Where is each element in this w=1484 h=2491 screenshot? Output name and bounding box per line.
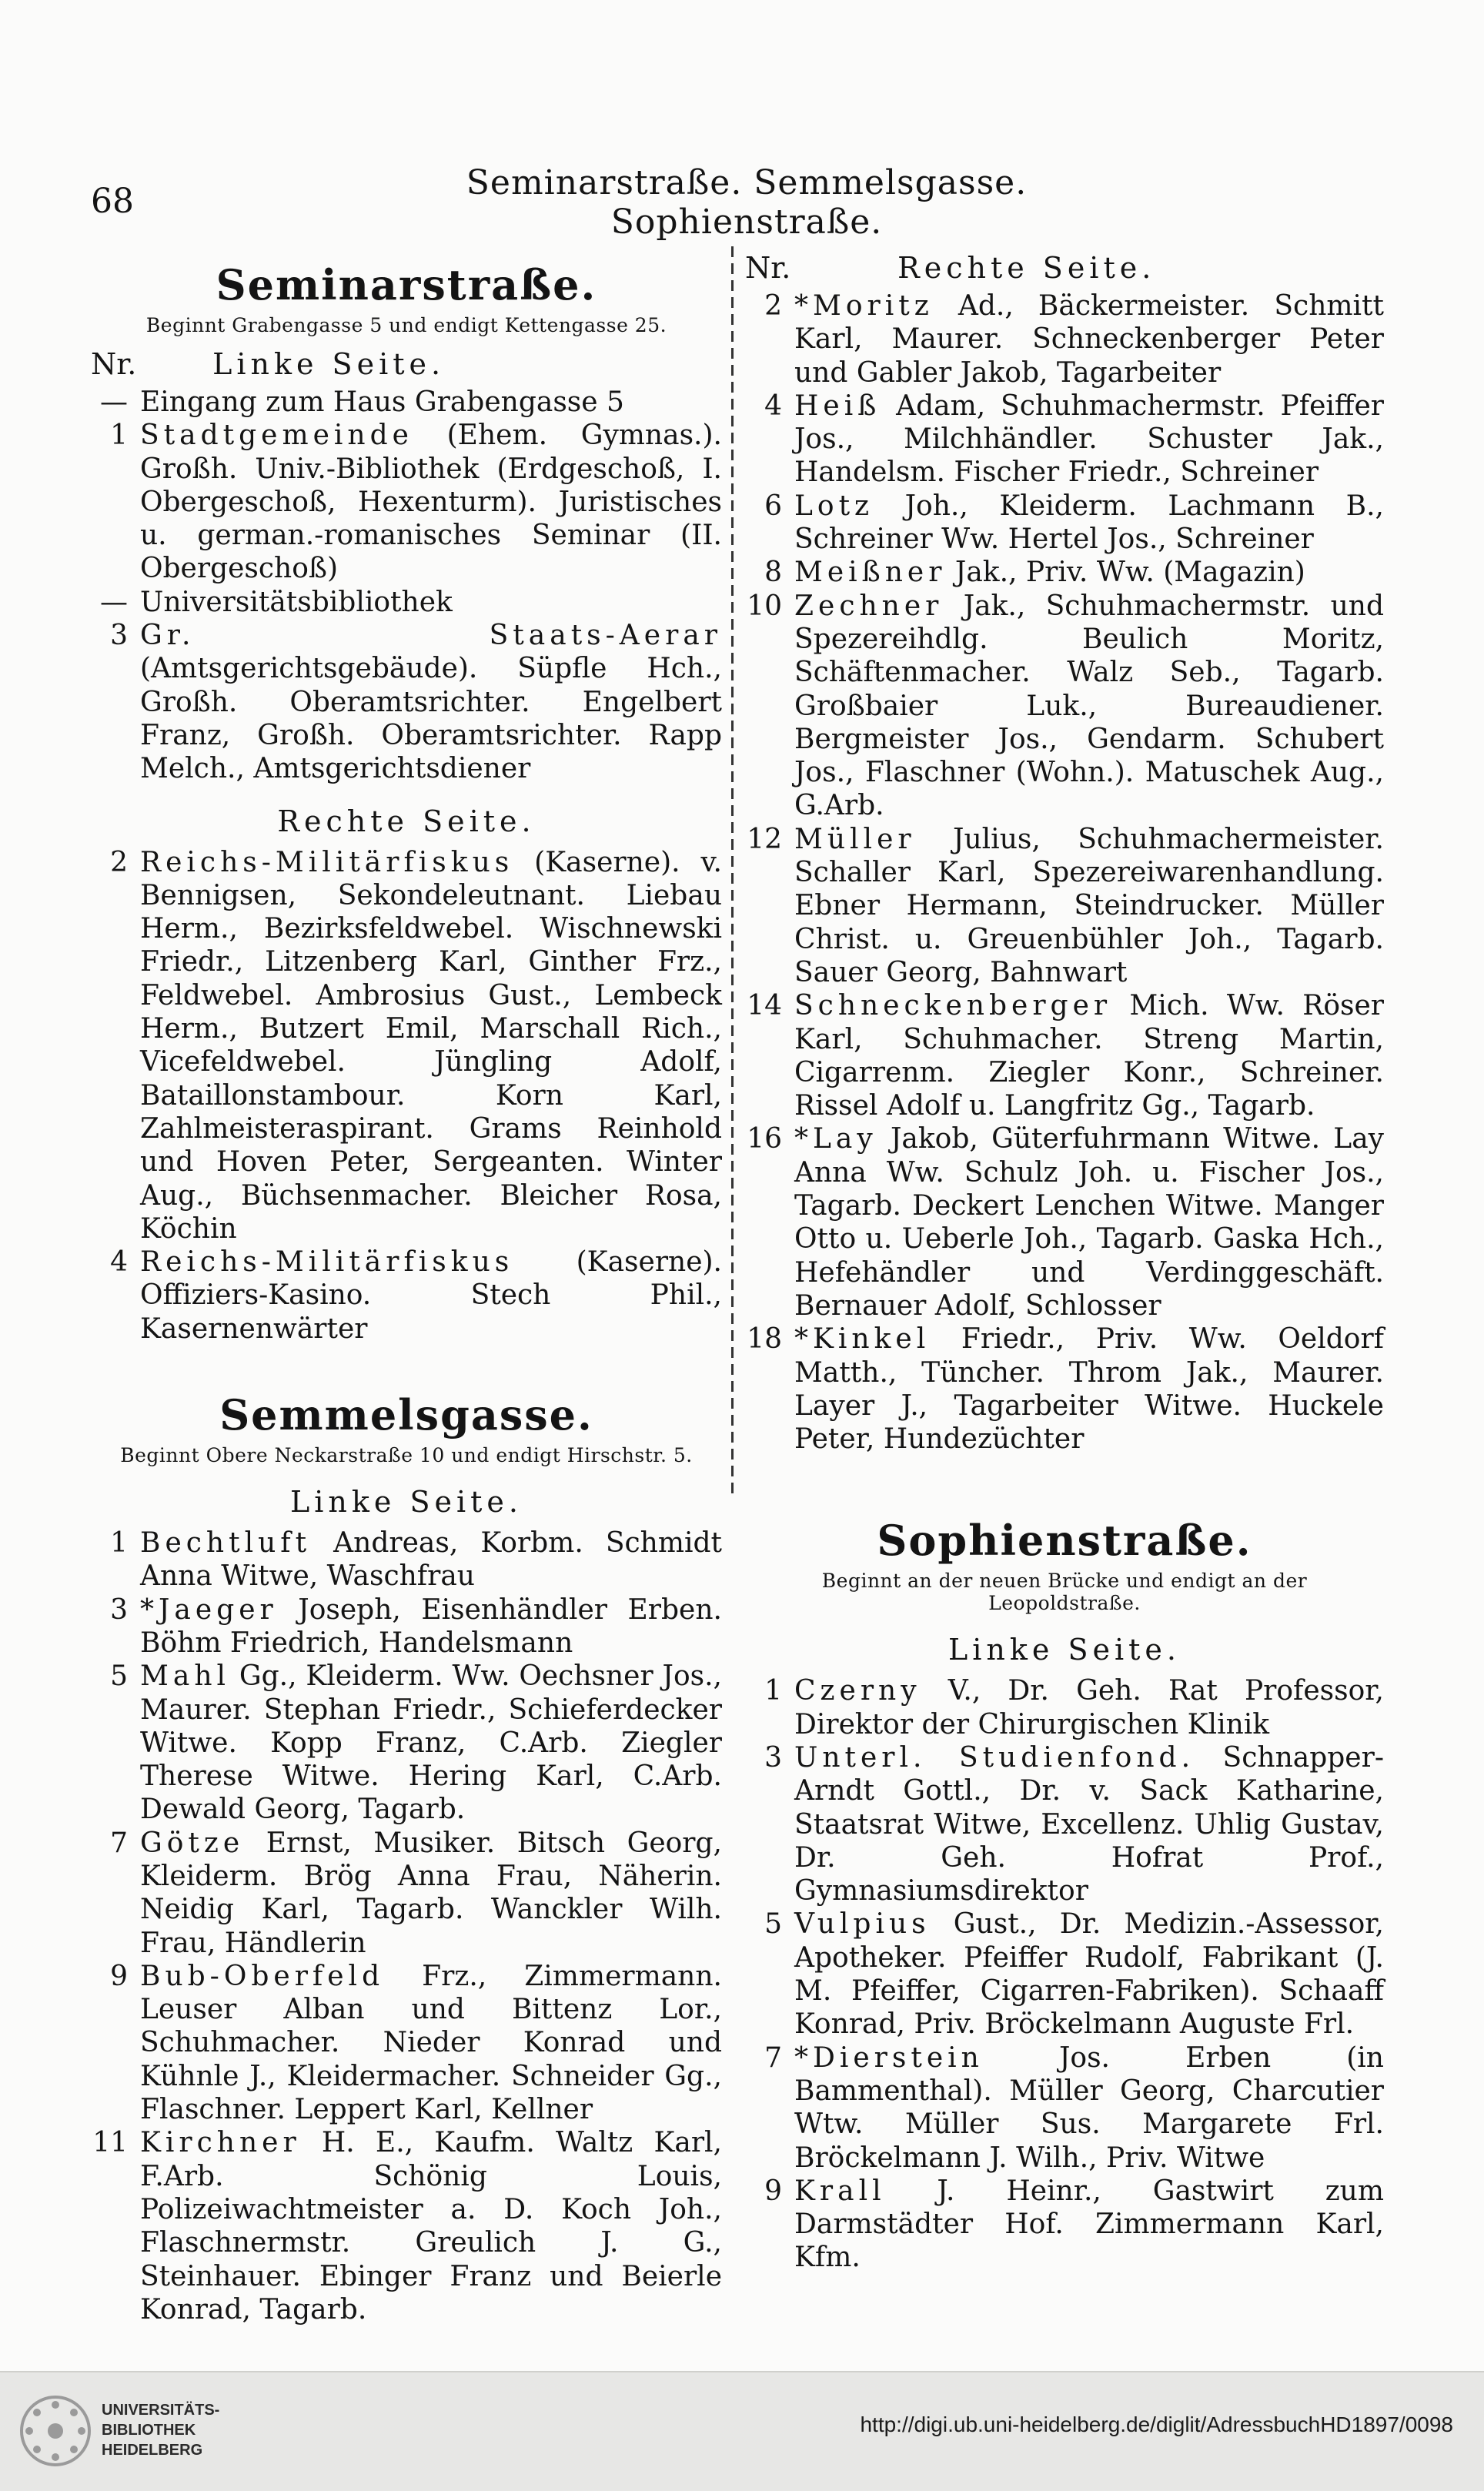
address-entry	[745, 2175, 1384, 2275]
house-number: 18	[747, 1323, 782, 1356]
residents-text: Joseph, Eisenhändler Erben. Böhm Friedrich, Handelsmann	[140, 1593, 722, 1659]
nr-label: Nr.	[91, 347, 137, 381]
address-entry	[91, 419, 722, 585]
house-number: 11	[92, 2127, 128, 2159]
owner-name: Vulpius	[794, 1908, 931, 1941]
owner-name: Bechtluft	[140, 1527, 312, 1560]
street-subtitle: Beginnt Grabengasse 5 und endigt Kettengasse 25.	[145, 314, 667, 336]
residents-text: Friedr., Priv. Ww. Oeldorf Matth., Tüncher. Throm Jak., Maurer. Layer J., Tagarbeiter Witwe. Huckele Peter, Hundezüchter	[794, 1323, 1384, 1456]
address-entry	[745, 490, 1384, 557]
residents-text: Julius, Schuhmachermeister. Schaller Karl, Spezereiwarenhandlung. Ebner Hermann, Steindrucker. Müller Christ. u. Greuenbühler Joh., Tagarb. Sauer Georg, Bahnwart	[794, 823, 1384, 988]
residents-text: Joh., Kleiderm. Lachmann B., Schreiner Ww. Hertel Jos., Schreiner	[794, 490, 1384, 556]
owner-name: Götze	[140, 1827, 245, 1859]
address-entry	[745, 556, 1384, 589]
residents-text: V., Dr. Geh. Rat Professor, Direktor der Chirurgischen Klinik	[794, 1675, 1384, 1740]
page-number: 68	[91, 182, 134, 221]
house-number: 5	[764, 1908, 782, 1941]
residents-text: Universitätsbibliothek	[140, 586, 453, 618]
entry-list	[745, 289, 1384, 1456]
house-number: —	[100, 386, 128, 418]
house-number: 7	[764, 2041, 782, 2074]
house-number: 6	[764, 490, 782, 522]
residents-text: Eingang zum Haus Grabengasse 5	[140, 386, 624, 418]
address-entry	[91, 846, 722, 1246]
house-number: 1	[110, 1527, 128, 1560]
house-number: 16	[747, 1123, 782, 1155]
residents-text: Jakob, Güterfuhrmann Witwe. Lay Anna Ww. Schulz Joh. u. Fischer Jos., Tagarb. Deckert Lenchen Witwe. Manger Otto u. Ueberle Joh., Tagarb. Gaska Hch., Hefehändler und Verdinggeschäft. Bernauer Adolf, Schlosser	[794, 1123, 1384, 1322]
owner-name: *Kinkel	[794, 1323, 931, 1356]
house-number: 14	[747, 990, 782, 1022]
side-heading: Rechte Seite.	[277, 804, 536, 838]
residents-text: (Kaserne). v. Bennigsen, Sekondeleutnant. Liebau Herm., Bezirksfeldwebel. Wischnewski Friedr., Litzenberg Karl, Ginther Frz., Feldwebel. Ambrosius Gust., Lembeck Herm., Butzert Emil, Marschall Rich., Vicefeldwebel. Jüngling Adolf, Bataillonstambour. Korn Karl, Zahlmeisteraspirant. Grams Reinhold und Hoven Peter, Sergeanten. Winter Aug., Büchsenmacher. Bleicher Rosa, Köchin	[140, 846, 722, 1245]
viewer-footer	[0, 2371, 1484, 2491]
owner-name: Krall	[794, 2175, 886, 2207]
residents-text: Gust., Dr. Medizin.-Assessor, Apotheker. Pfeiffer Rudolf, Fabrikant (J. M. Pfeiffer, Cigarren-Fabriken). Schaaff Konrad, Priv. Bröckelmann Auguste Frl.	[794, 1908, 1384, 2041]
entry-list	[91, 1526, 722, 2326]
source-url-link[interactable]: http://digi.ub.uni-heidelberg.de/diglit/AdressbuchHD1897/0098	[860, 2412, 1453, 2436]
address-entry	[91, 586, 722, 619]
house-number: 4	[110, 1246, 128, 1279]
residents-text: Mich. Ww. Röser Karl, Schuhmacher. Streng Martin, Cigarrenm. Ziegler Konr., Schreiner. Rissel Adolf u. Langfritz Gg., Tagarb.	[794, 990, 1384, 1122]
running-title: Seminarstraße. Semmelsgasse. Sophienstraße.	[466, 163, 1028, 242]
house-number: 1	[110, 420, 128, 452]
side-heading: Linke Seite.	[948, 1633, 1181, 1667]
owner-name: *Jaeger	[140, 1593, 278, 1626]
street-title-seminarstrasse: Seminarstraße.	[216, 260, 597, 309]
residents-text: H. E., Kaufm. Waltz Karl, F.Arb. Schönig Louis, Polizeiwachtmeister a. D. Koch Joh., Flaschnermstr. Greulich J. G., Steinhauer. Ebinger Franz und Beierle Konrad, Tagarb.	[140, 2127, 722, 2325]
street-title-semmelsgasse: Semmelsgasse.	[219, 1390, 593, 1440]
nr-label: Nr.	[745, 251, 791, 285]
owner-name: *Lay	[794, 1123, 877, 1155]
owner-name: Zechner	[794, 590, 944, 622]
address-entry	[91, 1960, 722, 2126]
owner-name: Reichs-Militärfiskus	[140, 846, 514, 878]
house-number: 5	[110, 1660, 128, 1693]
library-name: UNIVERSITÄTS- BIBLIOTHEK HEIDELBERG	[102, 2402, 220, 2459]
owner-name: Müller	[794, 823, 916, 855]
owner-name: Lotz	[794, 490, 874, 522]
house-number: 2	[764, 290, 782, 322]
owner-name: Mahl	[140, 1660, 231, 1693]
owner-name: Unterl. Studienfond.	[794, 1741, 1195, 1774]
address-entry	[91, 386, 722, 419]
owner-name: *Moritz	[794, 290, 934, 322]
address-entry	[745, 1322, 1384, 1456]
owner-name: Schneckenberger	[794, 990, 1112, 1022]
entry-list	[91, 386, 722, 786]
house-number: 9	[764, 2175, 782, 2207]
address-entry	[91, 1827, 722, 1960]
owner-name: Gr. Staats-Aerar	[140, 620, 722, 652]
library-logo-icon	[18, 2394, 92, 2468]
house-number: 1	[764, 1675, 782, 1707]
address-entry	[745, 289, 1384, 390]
entry-list	[745, 1674, 1384, 2274]
address-entry	[745, 823, 1384, 989]
house-number: 8	[764, 557, 782, 589]
owner-name: Kirchner	[140, 2127, 301, 2159]
house-number: 7	[110, 1827, 128, 1859]
house-number: 3	[110, 620, 128, 652]
address-entry	[91, 1246, 722, 1346]
right-column	[745, 246, 1384, 2275]
side-label: Rechte Seite.	[897, 251, 1156, 285]
residents-text: J. Heinr., Gastwirt zum Darmstädter Hof. Zimmermann Karl, Kfm.	[794, 2175, 1384, 2274]
residents-text: Ad., Bäckermeister. Schmitt Karl, Maurer. Schneckenberger Peter und Gabler Jakob, Tagarbeiter	[794, 290, 1384, 389]
owner-name: Czerny	[794, 1675, 921, 1707]
residents-text: (Kaserne). Offiziers-Kasino. Stech Phil., Kasernenwärter	[140, 1246, 722, 1345]
residents-text: Andreas, Korbm. Schmidt Anna Witwe, Waschfrau	[140, 1527, 722, 1593]
residents-text: Jos. Erben (in Bammenthal). Müller Georg, Charcutier Wtw. Müller Sus. Margarete Frl. Bröckelmann J. Wilh., Priv. Witwe	[794, 2041, 1384, 2174]
house-number: 4	[764, 390, 782, 422]
owner-name: Stadtgemeinde	[140, 420, 413, 452]
house-number: 3	[110, 1593, 128, 1626]
address-entry	[745, 989, 1384, 1122]
column-divider	[731, 246, 734, 1493]
street-subtitle: Beginnt Obere Neckarstraße 10 und endigt Hirschstr. 5.	[120, 1444, 693, 1467]
address-entry	[745, 1741, 1384, 1908]
house-number: 12	[747, 823, 782, 855]
residents-text: Gg., Kleiderm. Ww. Oechsner Jos., Maurer. Stephan Friedr., Schieferdecker Witwe. Kopp Franz, C.Arb. Ziegler Therese Witwe. Hering Karl, C.Arb. Dewald Georg, Tagarb.	[140, 1660, 722, 1826]
house-number: —	[100, 586, 128, 618]
address-entry	[745, 2041, 1384, 2175]
street-subtitle: Beginnt an der neuen Brücke und endigt an der Leopoldstraße.	[821, 1570, 1308, 1615]
residents-text: Frz., Zimmermann. Leuser Alban und Bittenz Lor., Schuhmacher. Nieder Konrad und Kühnle J., Kleidermacher. Schneider Gg., Flaschner. Leppert Karl, Kellner	[140, 1960, 722, 2126]
entry-list	[91, 846, 722, 1346]
house-number: 10	[747, 590, 782, 622]
house-number: 2	[110, 846, 128, 878]
owner-name: Meißner	[794, 557, 947, 589]
left-column	[91, 246, 722, 2326]
side-label: Linke Seite.	[212, 347, 446, 381]
residents-text: Jak., Priv. Ww. (Magazin)	[946, 557, 1305, 589]
address-entry	[745, 390, 1384, 490]
side-heading: Linke Seite.	[290, 1485, 523, 1520]
residents-text: (Amtsgerichtsgebäude). Süpfle Hch., Großh. Oberamtsrichter. Engelbert Franz, Großh. Oberamtsrichter. Rapp Melch., Amtsgerichtsdiener	[140, 653, 722, 785]
address-entry	[745, 1122, 1384, 1322]
address-entry	[91, 1660, 722, 1826]
owner-name: Heiß	[794, 390, 881, 422]
owner-name: Reichs-Militärfiskus	[140, 1246, 514, 1279]
house-number: 9	[110, 1960, 128, 1992]
address-entry	[745, 590, 1384, 823]
address-entry	[91, 1526, 722, 1593]
owner-name: *Dierstein	[794, 2041, 984, 2074]
address-entry	[91, 619, 722, 785]
address-entry	[91, 1593, 722, 1660]
street-title-sophienstrasse: Sophienstraße.	[877, 1516, 1252, 1566]
side-heading	[91, 347, 722, 381]
house-number: 3	[764, 1741, 782, 1774]
residents-text: Schnapper-Arndt Gottl., Dr. v. Sack Katharine, Staatsrat Witwe, Excellenz. Uhlig Gustav, Dr. Geh. Hofrat Prof., Gymnasiumsdirektor	[794, 1741, 1384, 1908]
side-heading	[745, 251, 1384, 285]
residents-text: Adam, Schuhmachermstr. Pfeiffer Jos., Milchhändler. Schuster Jak., Handelsm. Fischer Friedr., Schreiner	[794, 390, 1384, 489]
residents-text: (Ehem. Gymnas.). Großh. Univ.-Bibliothek (Erdgeschoß, I. Obergeschoß, Hexenturm). Juristisches u. german.-romanisches Seminar (II. Obergeschoß)	[140, 420, 722, 585]
address-entry	[91, 2126, 722, 2326]
address-entry	[745, 1908, 1384, 2041]
residents-text: Jak., Schuhmachermstr. und Spezereihdlg. Beulich Moritz, Schäftenmacher. Walz Seb., Tagarb. Großbaier Luk., Bureaudiener. Bergmeister Jos., Gendarm. Schubert Jos., Flaschner (Wohn.). Matuschek Aug., G.Arb.	[794, 590, 1384, 822]
owner-name: Bub-Oberfeld	[140, 1960, 385, 1992]
residents-text: Ernst, Musiker. Bitsch Georg, Kleiderm. Brög Anna Frau, Näherin. Neidig Karl, Tagarb. Wanckler Wilh. Frau, Händlerin	[140, 1827, 722, 1959]
address-entry	[745, 1674, 1384, 1741]
